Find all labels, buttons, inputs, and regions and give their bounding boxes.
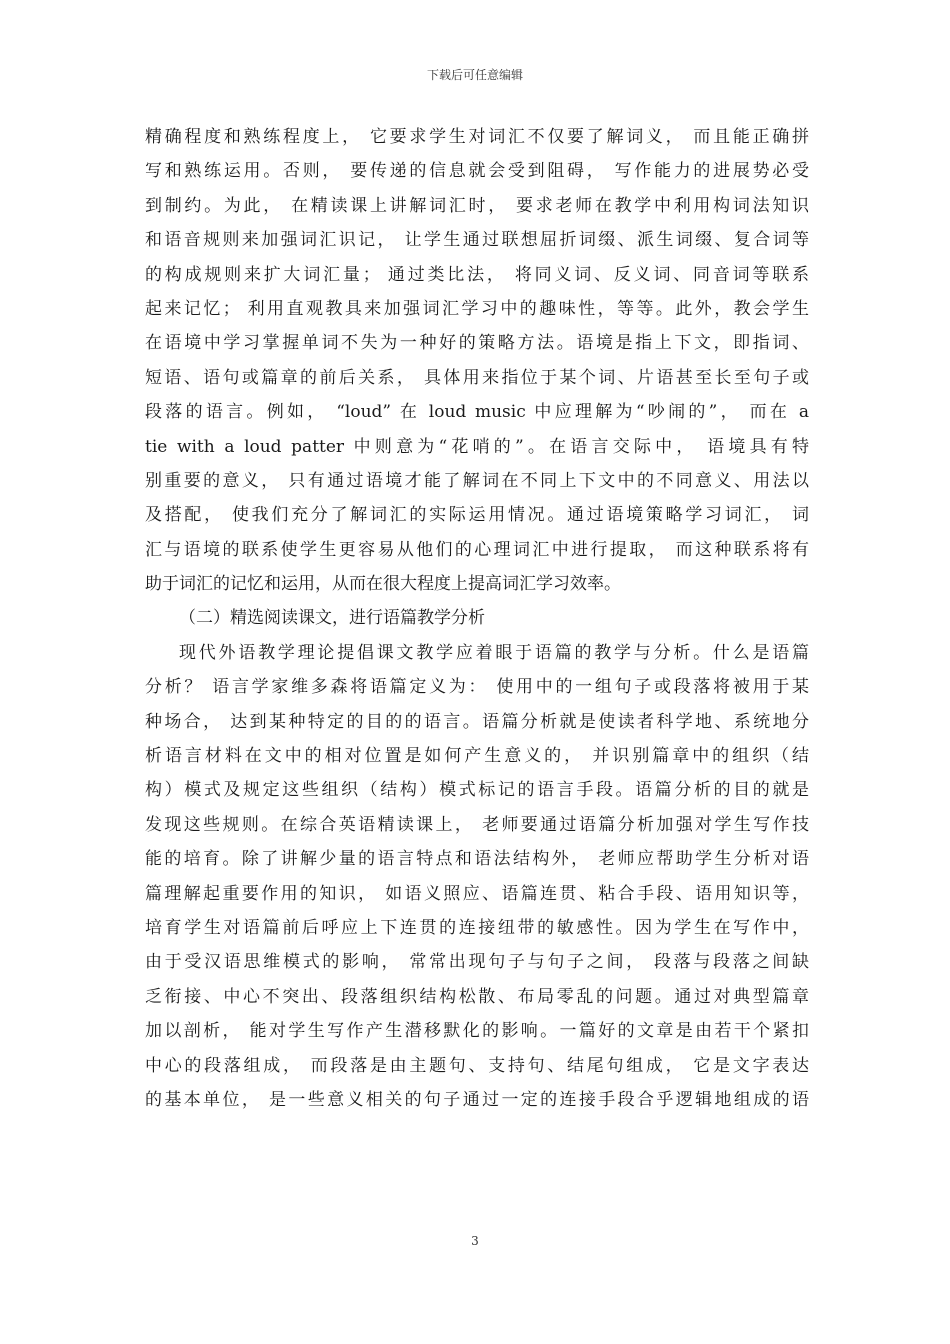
page-header: 下载后可任意编辑 — [426, 68, 523, 82]
text-line: 培育学生对语篇前后呼应上下连贯的连接纽带的敏感性。因为学生在写作中， — [145, 917, 809, 938]
text-line: 篇理解起重要作用的知识， 如语义照应、语篇连贯、粘合手段、语用知识等， — [145, 883, 809, 904]
text-line: 起来记忆； 利用直观教具来加强词汇学习中的趣味性，等等。此外，教会学生 — [145, 298, 809, 319]
text-line: tie with a loud patter 中则意为“花哨的”。在语言交际中， 语境具有特 — [145, 436, 809, 457]
text-line: 中心的段落组成， 而段落是由主题句、支持句、结尾句组成， 它是文字表达 — [145, 1055, 809, 1076]
text-line: 种场合， 达到某种特定的目的的语言。语篇分析就是使读者科学地、系统地分 — [145, 711, 809, 732]
section-heading: （二）精选阅读课文，进行语篇教学分析 — [179, 608, 485, 629]
text-line: 乏衔接、中心不突出、段落组织结构松散、布局零乱的问题。通过对典型篇章 — [145, 986, 809, 1007]
text-line: 能的培育。除了讲解少量的语言特点和语法结构外， 老师应帮助学生分析对语 — [145, 849, 809, 870]
text-line: 别重要的意义， 只有通过语境才能了解词在不同上下文中的不同意义、用法以 — [145, 470, 809, 491]
text-line: 汇与语境的联系使学生更容易从他们的心理词汇中进行提取， 而这种联系将有 — [145, 539, 809, 560]
text-line: 和语音规则来加强词汇识记， 让学生通过联想屈折词缀、派生词缀、复合词等 — [145, 230, 809, 251]
text-line: 写和熟练运用。否则， 要传递的信息就会受到阻碍， 写作能力的进展势必受 — [145, 161, 809, 182]
text-line: 的构成规则来扩大词汇量； 通过类比法， 将同义词、反义词、同音词等联系 — [145, 264, 809, 285]
text-line: 由于受汉语思维模式的影响， 常常出现句子与句子之间， 段落与段落之间缺 — [145, 952, 809, 973]
text-line: 短语、语句或篇章的前后关系， 具体用来指位于某个词、片语甚至长至句子或 — [145, 367, 809, 388]
text-line: 发现这些规则。在综合英语精读课上， 老师要通过语篇分析加强对学生写作技 — [145, 814, 809, 835]
text-line: 在语境中学习掌握单词不失为一种好的策略方法。语境是指上下文，即指词、 — [145, 333, 809, 354]
text-line: 现代外语教学理论提倡课文教学应着眼于语篇的教学与分析。什么是语篇 — [179, 642, 809, 663]
text-line: 及搭配， 使我们充分了解词汇的实际运用情况。通过语境策略学习词汇， 词 — [145, 505, 809, 526]
text-line: 构）模式及规定这些组织（结构）模式标记的语言手段。语篇分析的目的就是 — [145, 780, 809, 801]
text-line: 加以剖析， 能对学生写作产生潜移默化的影响。一篇好的文章是由若干个紧扣 — [145, 1021, 809, 1042]
text-line: 析语言材料在文中的相对位置是如何产生意义的， 并识别篇章中的组织（结 — [145, 746, 809, 767]
text-line: 精确程度和熟练程度上， 它要求学生对词汇不仅要了解词义， 而且能正确拼 — [145, 127, 809, 147]
text-line: 段落的语言。例如， “loud” 在 loud music 中应理解为“吵闹的”， 而在 a — [145, 402, 809, 423]
text-line: 助于词汇的记忆和运用，从而在很大程度上提高词汇学习效率。 — [145, 574, 621, 595]
text-line: 到制约。为此， 在精读课上讲解词汇时， 要求老师在教学中利用构词法知识 — [145, 195, 809, 216]
page-number: 3 — [471, 1234, 479, 1248]
document-body — [145, 120, 809, 1117]
text-line: 分析？ 语言学家维多森将语篇定义为： 使用中的一组句子或段落将被用于某 — [145, 677, 809, 698]
text-line: 的基本单位， 是一些意义相关的句子通过一定的连接手段合乎逻辑地组成的语 — [145, 1089, 809, 1110]
